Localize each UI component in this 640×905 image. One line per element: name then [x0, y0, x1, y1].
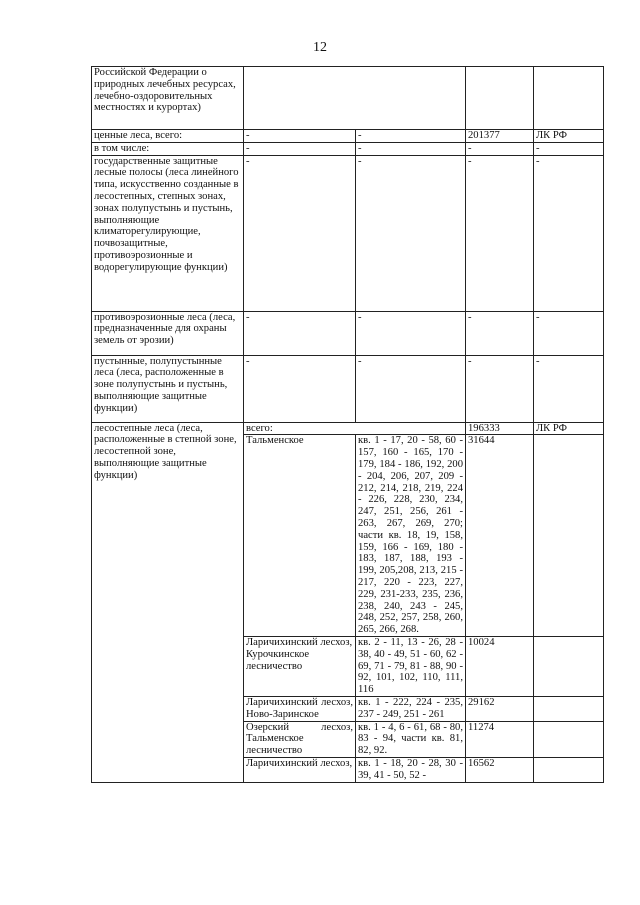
quarters-cell: кв. 1 - 222, 224 - 235, 237 - 249, 251 - 261: [356, 696, 466, 721]
forestry-cell: -: [244, 355, 356, 422]
basis-cell: -: [534, 355, 604, 422]
quarters-cell: кв. 1 - 17, 20 - 58, 60 - 157, 160 - 165, 170 - 179, 184 - 186, 192, 200 - 204, 206, 207, 209 - 212, 214, 218, 219, 224 - 226, 228, 230, 234, 247, 251, 256, 261 - 263, 267, 269, 270; части кв. 18, 19, 158, 159, 166 - 169, 180 - 183, 187, 188, 193 - 199, 205,208, 213, 215 - 217, 220 - 223, 227, 229, 231-233, 235, 236, 238, 240, 243 - 245, 248, 252, 257, 258, 260, 265, 266, 268.: [356, 435, 466, 637]
table-row: [92, 422, 604, 435]
area-cell: 29162: [466, 696, 534, 721]
forestry-cell: Тальменское: [244, 435, 356, 637]
area-cell: 16562: [466, 757, 534, 782]
table-row: [92, 155, 604, 311]
table-row: [92, 130, 604, 143]
category-cell: государственные защитные лесные полосы (леса линейного типа, искусственно созданные в лесостепных, степных зонах, зонах полупустынь и пустынь, выполняющие климаторегулирующие, почвозащитные, противоэрозионные и водорегулирующие функции): [92, 155, 244, 311]
forestry-cell: Ларичихинский лесхоз, Курочкинское лесничество: [244, 636, 356, 696]
forest-table: [91, 66, 604, 783]
quarters-cell: -: [356, 355, 466, 422]
area-cell: 11274: [466, 721, 534, 757]
area-cell: 10024: [466, 636, 534, 696]
quarters-cell: кв. 2 - 11, 13 - 26, 28 - 38, 40 - 49, 51 - 60, 62 - 69, 71 - 79, 81 - 88, 90 - 92, 101, 102, 110, 111, 116: [356, 636, 466, 696]
category-cell: ценные леса, всего:: [92, 130, 244, 143]
basis-cell: ЛК РФ: [534, 422, 604, 435]
forestry-cell: Озерский лесхоз, Тальменское лесничество: [244, 721, 356, 757]
category-cell: в том числе:: [92, 142, 244, 155]
area-cell: -: [466, 142, 534, 155]
basis-cell: ЛК РФ: [534, 130, 604, 143]
area-cell: [466, 67, 534, 130]
quarters-cell: -: [356, 142, 466, 155]
basis-cell: -: [534, 155, 604, 311]
forestry-cell: -: [244, 142, 356, 155]
area-cell: -: [466, 355, 534, 422]
category-cell: пустынные, полупустынные леса (леса, расположенные в зоне полупустынь и пустынь, выполняющие защитные функции): [92, 355, 244, 422]
page-number: 12: [313, 40, 327, 55]
total-label-cell: всего:: [244, 422, 466, 435]
area-cell: 196333: [466, 422, 534, 435]
forestry-cell: [244, 67, 466, 130]
forestry-cell: -: [244, 130, 356, 143]
forestry-cell: -: [244, 311, 356, 355]
forestry-cell: Ларичихинский лесхоз, Ново-Заринское: [244, 696, 356, 721]
basis-cell: [534, 757, 604, 782]
basis-cell: [534, 636, 604, 696]
basis-cell: [534, 435, 604, 637]
basis-cell: [534, 67, 604, 130]
quarters-cell: -: [356, 155, 466, 311]
forestry-cell: -: [244, 155, 356, 311]
area-cell: 31644: [466, 435, 534, 637]
quarters-cell: -: [356, 311, 466, 355]
table-row: [92, 311, 604, 355]
quarters-cell: кв. 1 - 18, 20 - 28, 30 - 39, 41 - 50, 52 -: [356, 757, 466, 782]
category-cell: противоэрозионные леса (леса, предназначенные для охраны земель от эрозии): [92, 311, 244, 355]
table-row: [92, 67, 604, 130]
category-cell: Российской Федерации о природных лечебных ресурсах, лечебно-оздоровительных местностях и курортах): [92, 67, 244, 130]
area-cell: 201377: [466, 130, 534, 143]
quarters-cell: -: [356, 130, 466, 143]
basis-cell: [534, 721, 604, 757]
basis-cell: [534, 696, 604, 721]
forestry-cell: Ларичихинский лесхоз,: [244, 757, 356, 782]
basis-cell: -: [534, 311, 604, 355]
quarters-cell: кв. 1 - 4, 6 - 61, 68 - 80, 83 - 94, части кв. 81, 82, 92.: [356, 721, 466, 757]
basis-cell: -: [534, 142, 604, 155]
table-row: [92, 355, 604, 422]
area-cell: -: [466, 155, 534, 311]
category-cell: лесостепные леса (леса, расположенные в степной зоне, лесостепной зоне, выполняющие защитные функции): [92, 422, 244, 782]
table-row: [92, 142, 604, 155]
area-cell: -: [466, 311, 534, 355]
